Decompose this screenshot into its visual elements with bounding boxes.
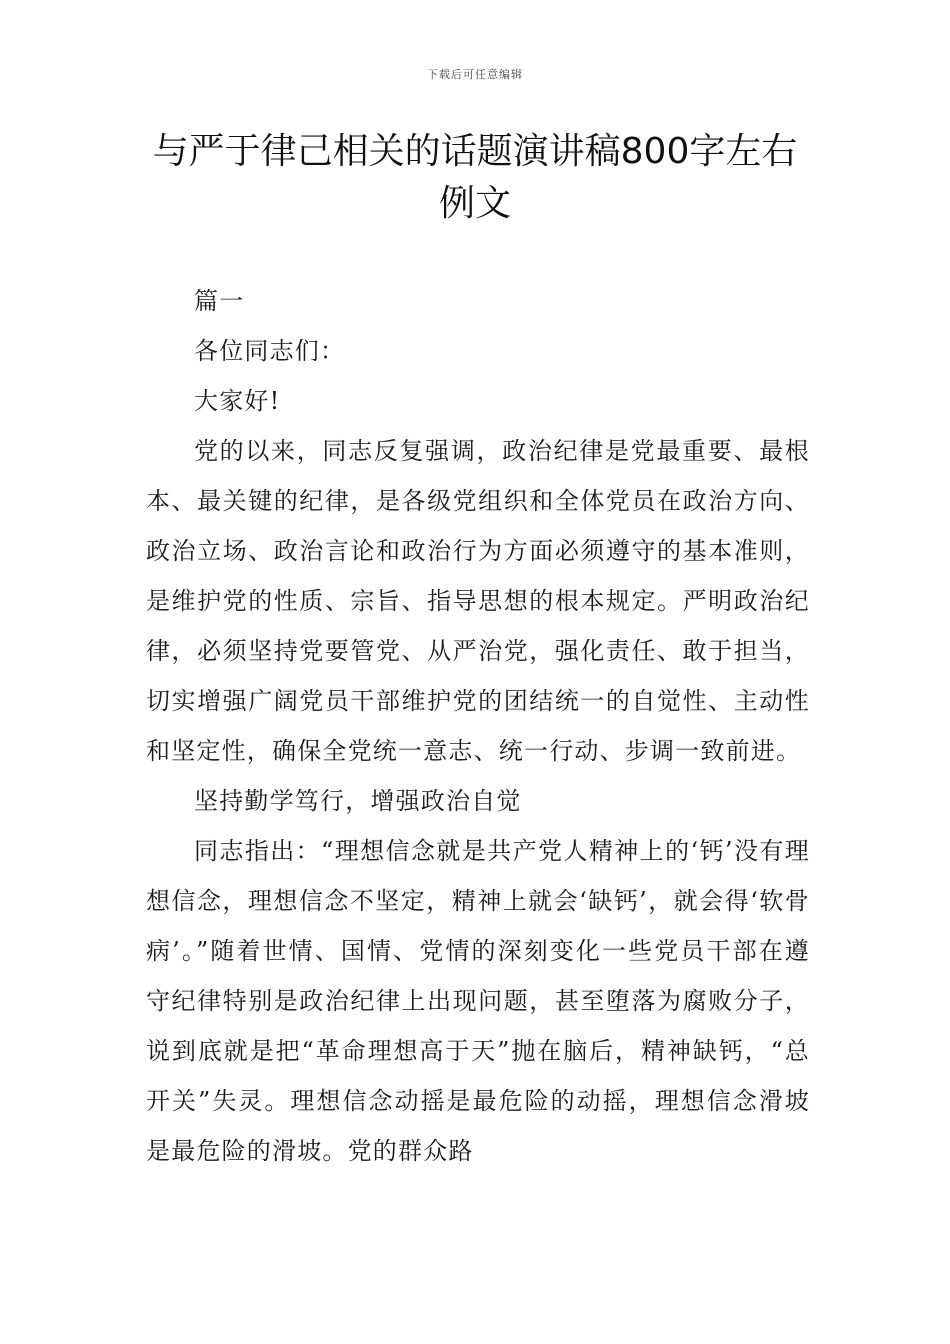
greeting: 大家好! bbox=[194, 387, 281, 415]
document-title: 与严于律己相关的话题演讲稿800字左右例文 bbox=[152, 131, 798, 224]
section-heading: 坚持勤学笃行，增强政治自觉 bbox=[194, 787, 522, 815]
body-paragraph: 同志指出：“理想信念就是共产党人精神上的‘钙’没有理想信念，理想信念不坚定，精神上就会‘缺钙’，就会得‘软骨病’。”随着世情、国情、党情的深刻变化一些党员干部在遵守纪律特别是政治纪律上出现问题，甚至堕落为腐败分子，说到底就是把“革命理想高于天”抛在脑后，精神缺钙，“总开关”失灵。理想信念动摇是最危险的动摇，理想信念滑坡是最危险的滑坡。党的群众路 bbox=[146, 837, 810, 1165]
section-label: 篇一 bbox=[194, 287, 245, 315]
body-paragraph: 党的以来，同志反复强调，政治纪律是党最重要、最根本、最关键的纪律，是各级党组织和全体党员在政治方向、政治立场、政治言论和政治行为方面必须遵守的基本准则，是维护党的性质、宗旨、指导思想的根本规定。严明政治纪律，必须坚持党要管党、从严治党，强化责任、敢于担当，切实增强广阔党员干部维护党的团结统一的自觉性、主动性和坚定性，确保全党统一意志、统一行动、步调一致前进。 bbox=[146, 437, 810, 765]
salutation: 各位同志们： bbox=[194, 337, 346, 365]
header-note: 下载后可任意编辑 bbox=[427, 68, 523, 81]
document-body bbox=[146, 276, 810, 1176]
